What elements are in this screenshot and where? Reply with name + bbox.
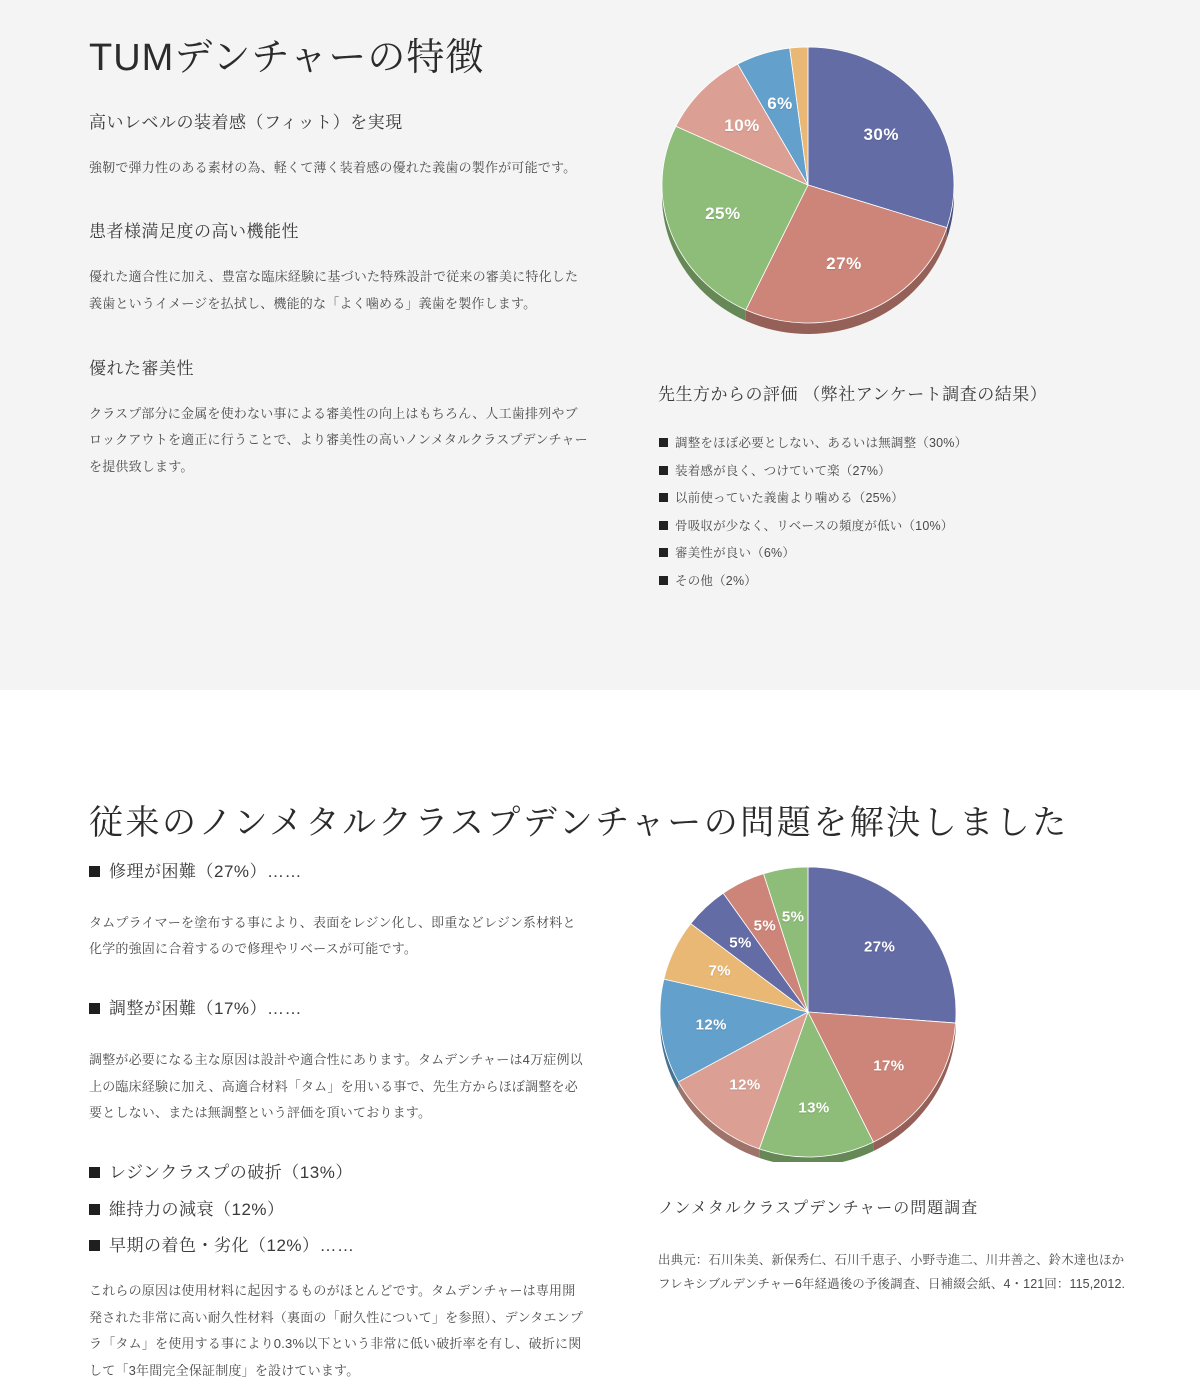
problem-heading-repair-label: 修理が困難（27%）…… [109,862,303,881]
problem-closing-body: これらの原因は使用材料に起因するものがほとんどです。タムデンチャーは専用開発された非常に高い耐久性材料（裏面の「耐久性について」を参照）、デンタエンプラ「タム」を使用する事により0.3%以下という非常に低い破折率を有し、破折に関して「3年間完全保証制度」を設けています。 [89,1283,584,1379]
list-item [89,1161,584,1185]
problem-heading-adjust-label: 調整が困難（17%）…… [109,999,303,1019]
pie-chart-2-svg [658,862,958,1162]
legend-item [659,547,967,560]
bullet-square-icon [89,1003,100,1014]
problem-chart-source: 出典元：石川朱美、新保秀仁、石川千恵子、小野寺進二、川井善之、鈴木達也ほか フレキシブルデンチャー6年経過後の予後調査、日補綴会紙、4・121回：115,2012. [658,1253,1126,1292]
problems-title: 従来のノンメタルクラスプデンチャーの問題を解決しました [89,804,1069,842]
legend-item-label: 装着感が良く、つけていて楽（27%） [675,463,891,478]
feature-body-function: 優れた適合性に加え、豊富な臨床経験に基づいた特殊設計で従来の審美に特化した義歯というイメージを払拭し、機能的な「よく噛める」義歯を製作します。 [89,269,579,311]
list-item [89,1198,584,1222]
legend-item-label: 骨吸収が少なく、リベースの頻度が低い（10%） [675,518,954,533]
feature-heading-function: 患者様満足度の高い機能性 [89,222,299,242]
features-section [0,0,1200,690]
legend-square-icon [659,521,668,530]
feature-heading-aesthetics: 優れた審美性 [89,358,194,378]
bullet-square-icon [89,1167,100,1178]
legend-item [659,437,967,450]
feature-heading-fit: 高いレベルの装着感（フィット）を実現 [89,112,403,132]
pie-slice-label: 6% [767,93,793,113]
pie-slice-label: 7% [708,962,731,980]
survey-chart-legend [659,437,967,602]
list-item [89,1234,584,1258]
legend-item [659,492,967,505]
problem-pie-chart [658,862,958,1162]
problems-text-column [89,860,584,1385]
pie-chart-1-svg [658,40,958,340]
page-title: TUMデンチャーの特徴 [89,37,485,79]
pie-slice-label: 27% [864,938,896,956]
legend-item-label: その他（2%） [675,573,757,588]
pie-slice-label: 25% [705,203,741,223]
pie-slice-label: 30% [863,124,899,144]
legend-item-label: 審美性が良い（6%） [675,546,796,560]
pie-slice-label: 5% [729,934,752,952]
feature-body-aesthetics: クラスプ部分に金属を使わない事による審美性の向上はもちろん、人工歯排列やブロックアウトを適正に行うことで、より審美性の高いノンメタルクラスプデンチャーを提供致します。 [89,405,588,474]
pie-slice-label: 5% [753,917,777,935]
legend-item-label: 以前使っていた義歯より噛める（25%） [675,491,904,505]
pie-slice [808,867,956,1023]
pie-slice-label: 5% [781,908,805,926]
problem-heading-repair [89,860,584,884]
feature-body-fit: 強靭で弾力性のある素材の為、軽くて薄く装着感の優れた義歯の製作が可能です。 [89,159,577,175]
problem-heading-adjust [89,997,584,1021]
legend-square-icon [659,548,668,557]
problem-list [89,1161,584,1258]
pie-slice-label: 13% [798,1099,830,1117]
problem-chart-caption: ノンメタルクラスプデンチャーの問題調査 [658,1200,979,1217]
pie-slice-label: 12% [695,1016,727,1034]
bullet-square-icon [89,1204,100,1215]
legend-square-icon [659,576,668,585]
pie-slice-label: 27% [826,253,862,273]
legend-item [659,520,967,533]
legend-item [659,575,967,588]
problem-body-adjust: 調整が必要になる主な原因は設計や適合性にあります。タムデンチャーは4万症例以上の臨床経験に加え、高適合材料「タム」を用いる事で、先生方からほぼ調整を必要としない、または無調整という評価を頂いております。 [89,1051,583,1121]
features-text-column [89,36,589,516]
list-item-label: 早期の着色・劣化（12%）…… [109,1236,355,1256]
legend-square-icon [659,466,668,475]
pie-slice-label: 10% [724,116,760,136]
problem-body-repair: タムプライマーを塗布する事により、表面をレジン化し、即重などレジン系材料と化学的強固に合着するので修理やリベースが可能です。 [89,914,576,957]
list-item-label: 維持力の減衰（12%） [109,1199,285,1219]
bullet-square-icon [89,866,100,877]
pie-slice-label: 12% [729,1076,761,1094]
legend-item [659,465,967,478]
legend-item-label: 調整をほぼ必要としない、あるいは無調整（30%） [675,436,968,450]
legend-square-icon [659,493,668,502]
bullet-square-icon [89,1240,100,1251]
list-item-label: レジンクラスプの破折（13%） [109,1162,353,1182]
survey-chart-caption: 先生方からの評価 （弊社アンケート調査の結果） [658,385,1048,404]
legend-square-icon [659,438,668,447]
survey-pie-chart [658,40,958,340]
pie-slice-label: 17% [873,1057,905,1075]
